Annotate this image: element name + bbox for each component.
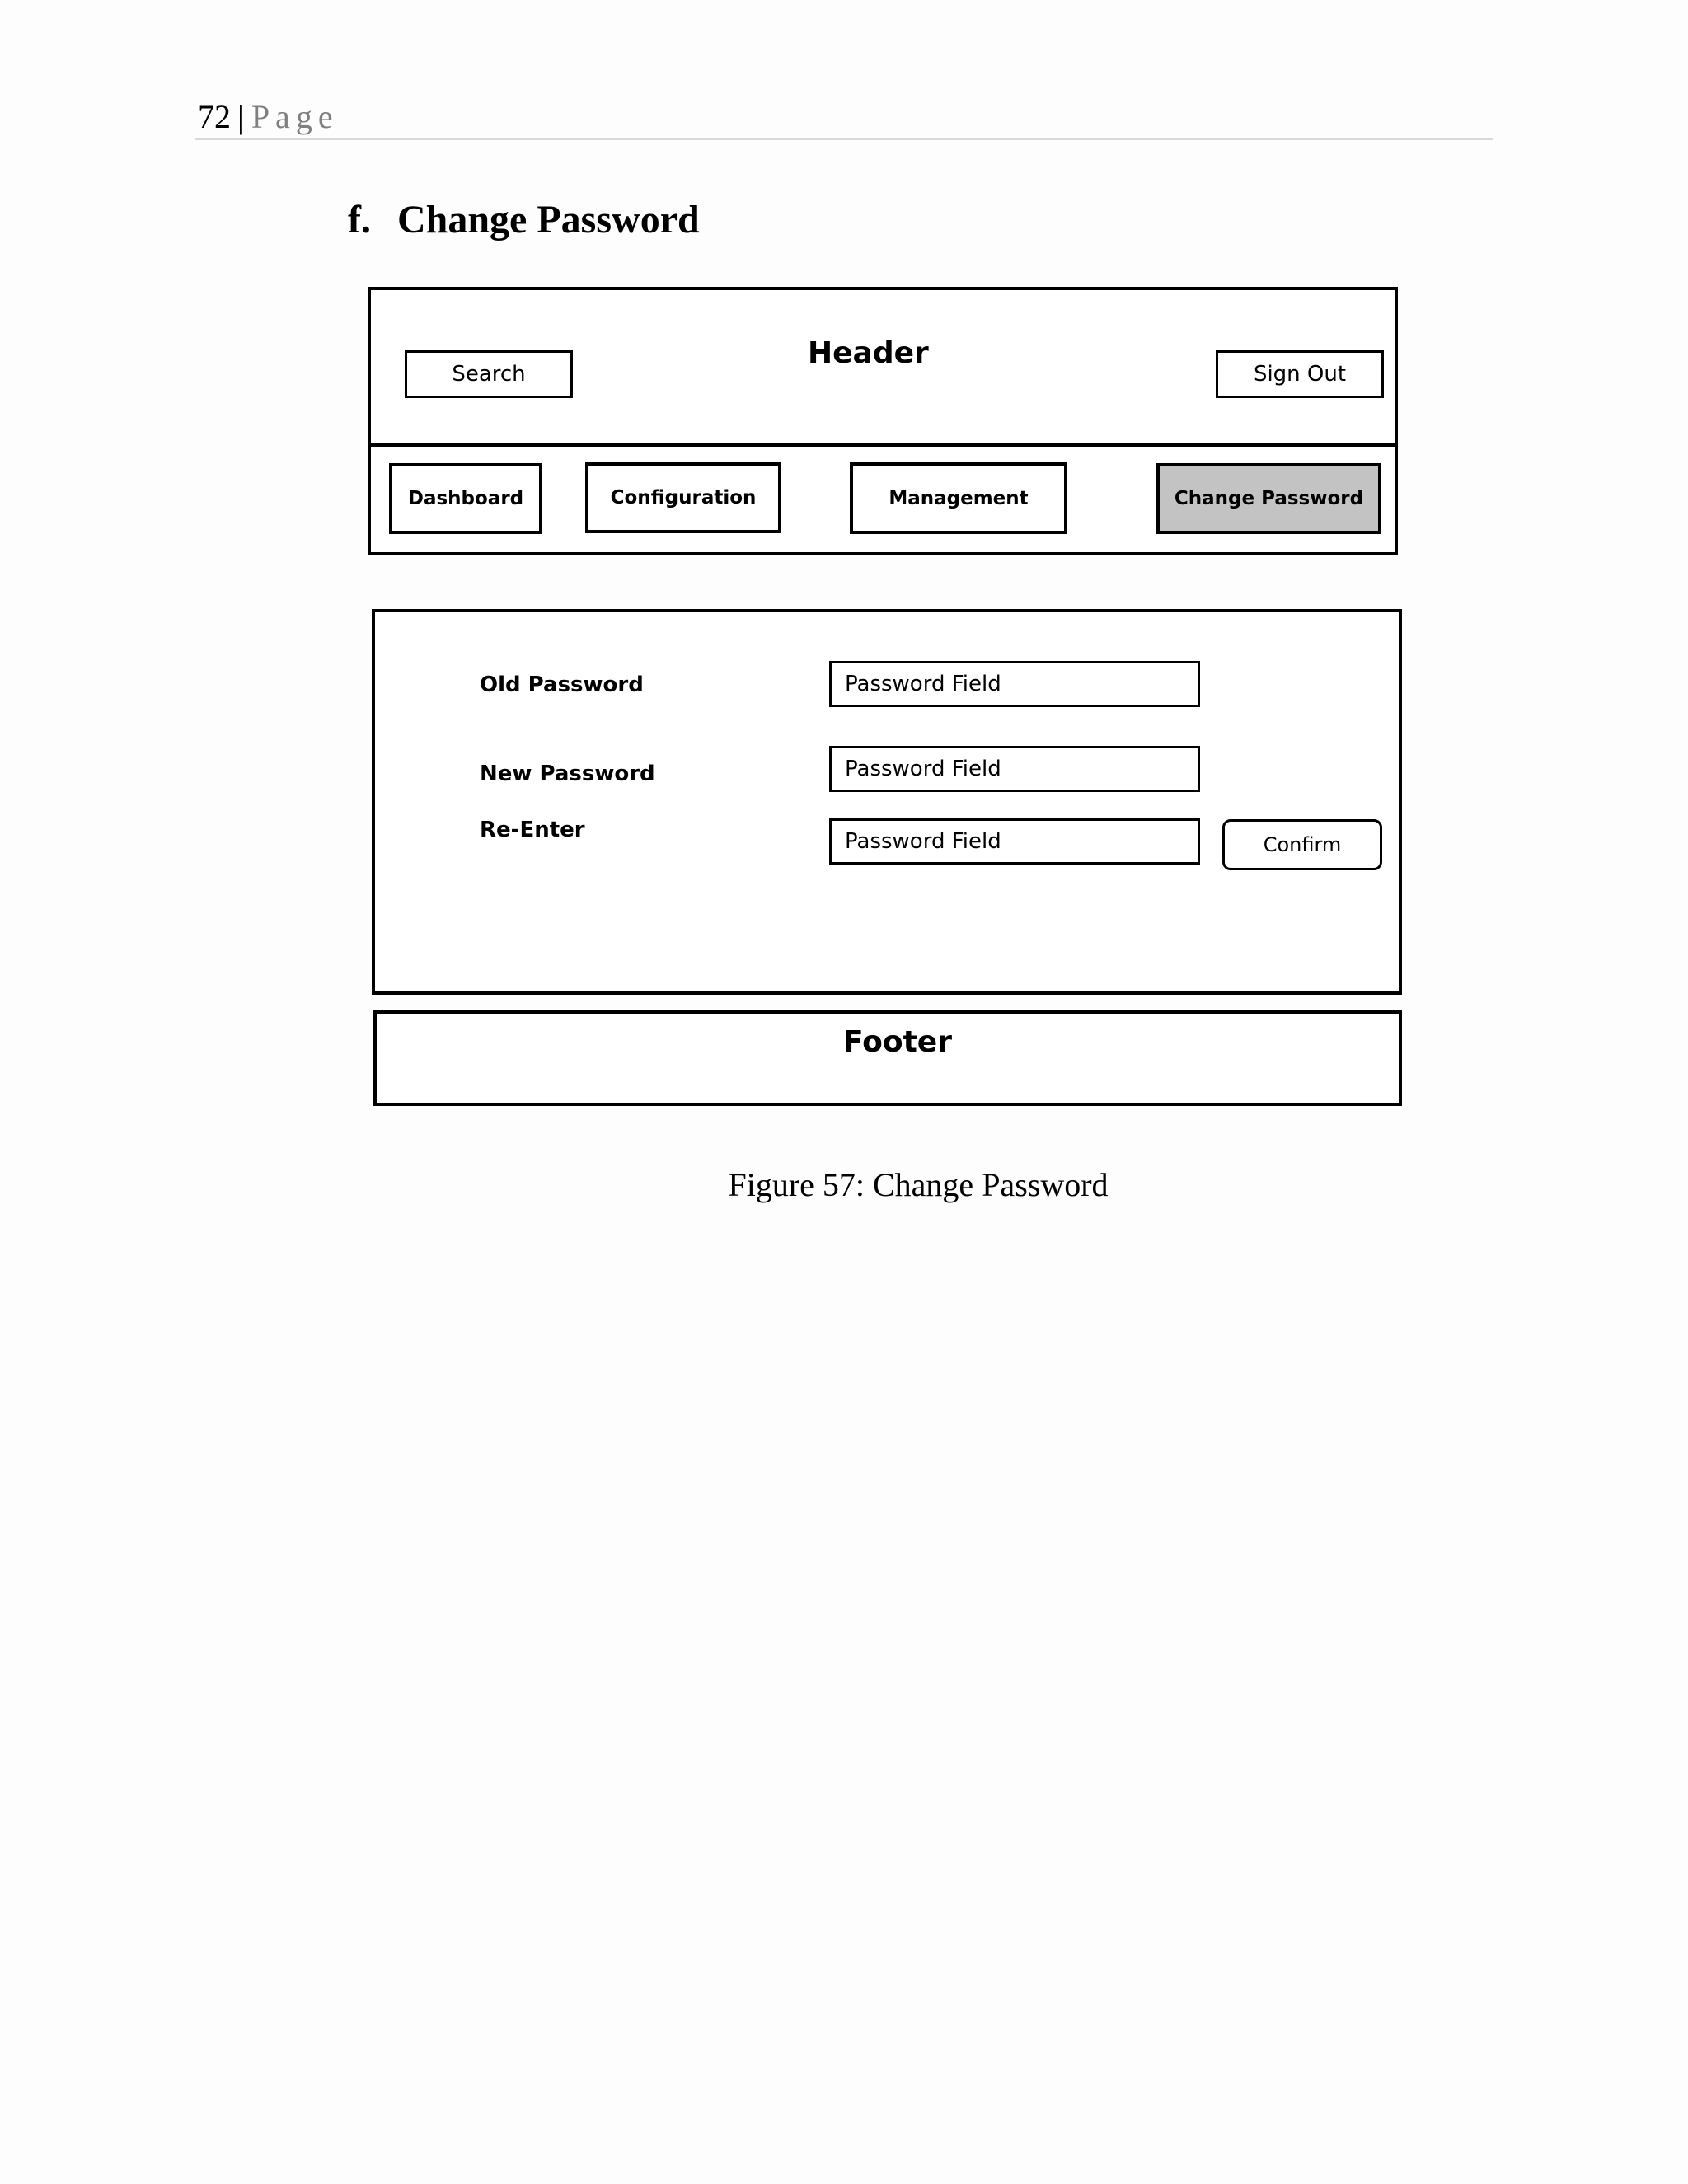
page-separator: | [237, 98, 245, 135]
page-number-header [198, 97, 339, 137]
nav-dashboard-button[interactable]: Dashboard [389, 463, 542, 534]
section-title: Change Password [397, 198, 700, 241]
footer-title: Footer [843, 1025, 952, 1059]
header-rule [195, 138, 1493, 140]
old-password-field[interactable]: Password Field [829, 661, 1200, 707]
confirm-button[interactable]: Confirm [1222, 819, 1382, 870]
nav-management-button[interactable]: Management [850, 462, 1067, 534]
reenter-password-field[interactable]: Password Field [829, 818, 1200, 865]
sign-out-button[interactable]: Sign Out [1216, 350, 1384, 398]
new-password-label: New Password [480, 762, 655, 786]
reenter-password-label: Re-Enter [480, 818, 585, 842]
page-word: Page [251, 98, 339, 135]
old-password-label: Old Password [480, 673, 644, 697]
header-nav-divider [368, 443, 1398, 447]
new-password-field[interactable]: Password Field [829, 746, 1200, 792]
section-heading [348, 196, 700, 244]
section-letter: f. [348, 198, 371, 241]
page-number: 72 [198, 98, 231, 135]
figure-caption: Figure 57: Change Password [728, 1166, 1109, 1203]
header-title: Header [808, 336, 929, 370]
nav-change-password-button[interactable]: Change Password [1156, 463, 1381, 534]
nav-configuration-button[interactable]: Configuration [585, 462, 781, 533]
search-button[interactable]: Search [405, 350, 573, 398]
